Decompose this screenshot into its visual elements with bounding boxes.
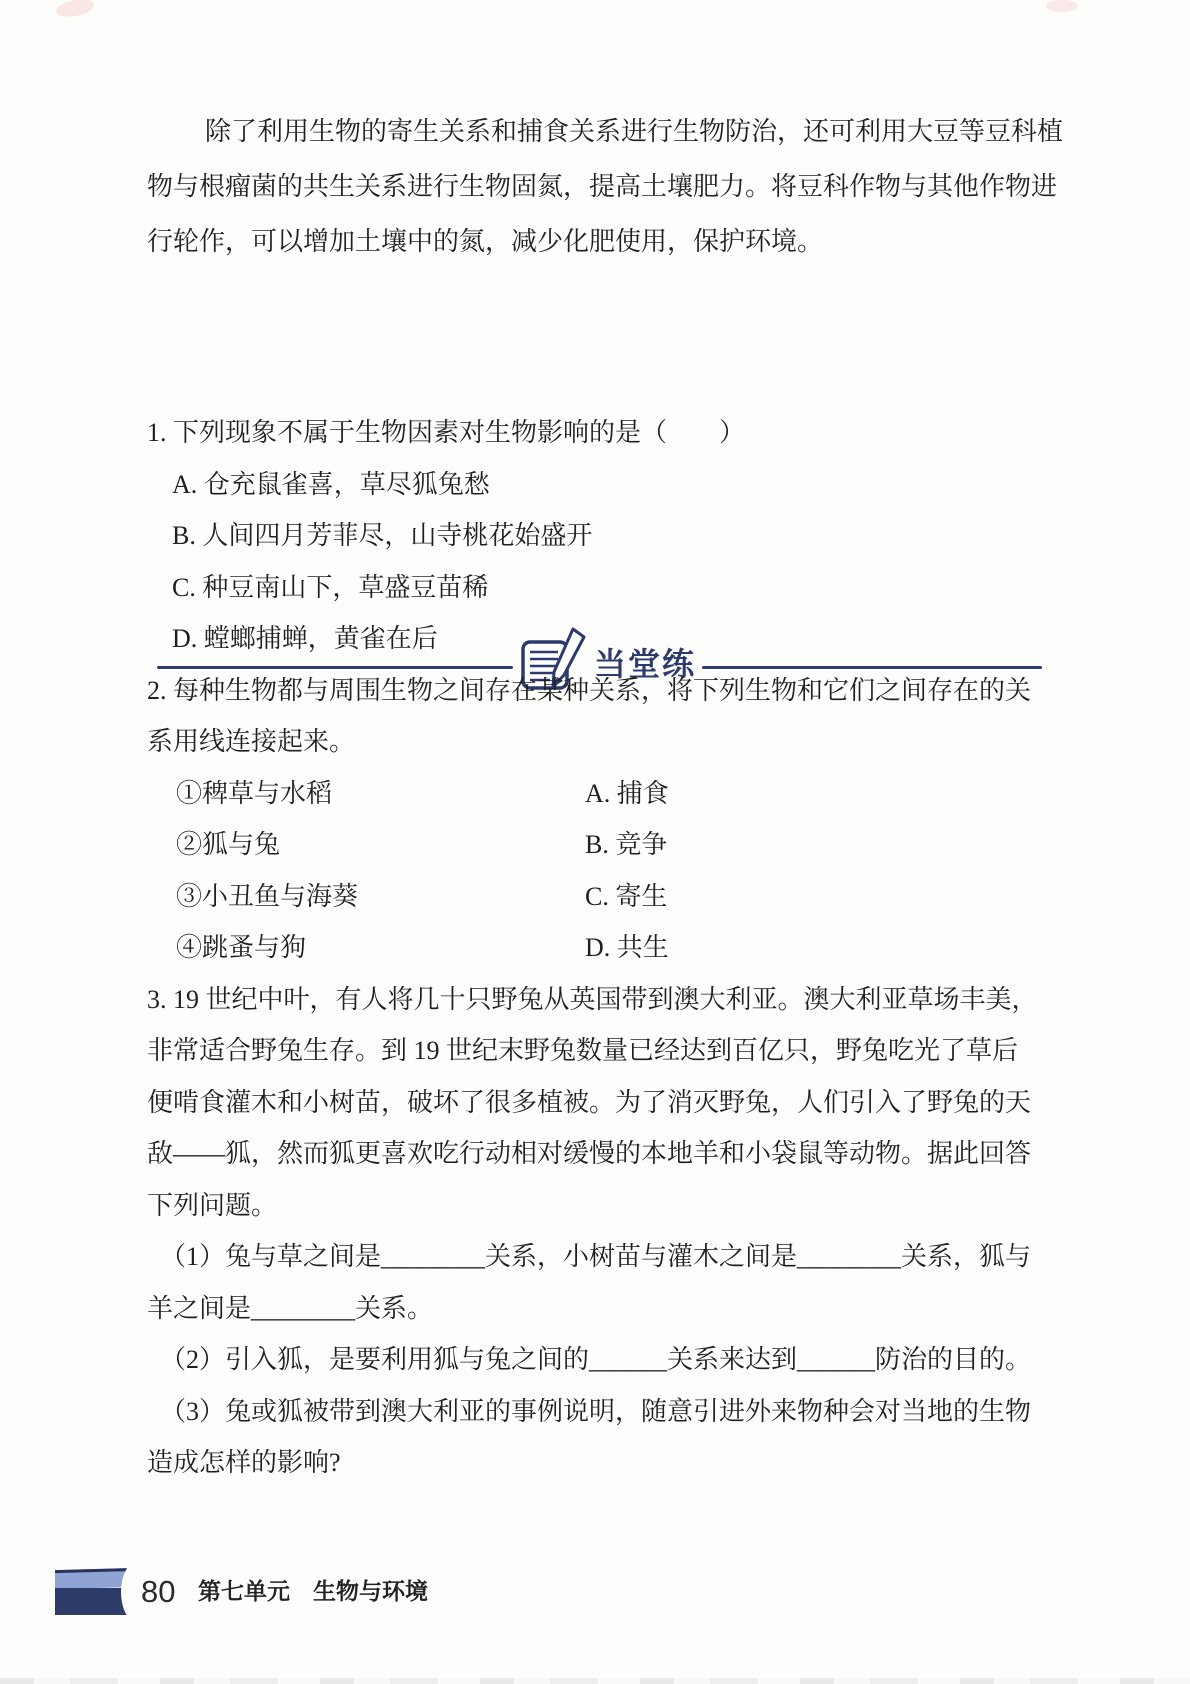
question-3-stem-line-3: 便啃食灌木和小树苗，破坏了很多植被。为了消灭野兔，人们引入了野兔的天 bbox=[147, 1087, 1032, 1117]
question-2-stem-line-1: 2. 每种生物都与周围生物之间存在某种关系，将下列生物和它们之间存在的关 bbox=[147, 675, 1032, 705]
matching-left-item: ①稗草与水稻 bbox=[176, 778, 333, 808]
matching-row bbox=[0, 922, 1190, 974]
question-2-stem-line-2: 系用线连接起来。 bbox=[147, 727, 356, 756]
intro-line: 除了利用生物的寄生关系和捕食关系进行生物防治，还可利用大豆等豆科植 bbox=[205, 117, 1064, 146]
question-1-stem: 1. 下列现象不属于生物因素对生物影响的是（ ） bbox=[147, 418, 746, 447]
question-1-option-a: A. 仓充鼠雀喜，草尽狐兔愁 bbox=[172, 469, 490, 499]
unit-title: 第七单元 生物与环境 bbox=[198, 1579, 428, 1604]
question-3-sub1-line-1: （1）兔与草之间是________关系，小树苗与灌木之间是________关系，狐与 bbox=[160, 1242, 1032, 1271]
questions-block bbox=[0, 407, 1190, 1489]
intro-line: 行轮作，可以增加土壤中的氮，减少化肥使用，保护环境。 bbox=[147, 227, 824, 256]
page-number-ribbon bbox=[55, 1569, 137, 1615]
matching-row bbox=[0, 768, 1190, 820]
question-3-stem-line-5: 下列问题。 bbox=[147, 1190, 278, 1220]
question-1-option-d: D. 螳螂捕蝉，黄雀在后 bbox=[172, 624, 438, 653]
question-3-sub2: （2）引入狐，是要利用狐与兔之间的______关系来达到______防治的目的。 bbox=[160, 1345, 1032, 1374]
page-number: 80 bbox=[141, 1574, 176, 1609]
section-title: 当堂练 bbox=[594, 646, 697, 682]
matching-right-item: B. 竞争 bbox=[585, 830, 668, 859]
question-3-sub3-line-1: （3）兔或狐被带到澳大利亚的事例说明，随意引进外来物种会对当地的生物 bbox=[160, 1396, 1032, 1426]
question-3-stem-line-4: 敌——狐，然而狐更喜欢吃行动相对缓慢的本地羊和小袋鼠等动物。据此回答 bbox=[147, 1139, 1032, 1168]
question-3-sub1-line-2: 羊之间是________关系。 bbox=[147, 1293, 434, 1323]
matching-left-item: ③小丑鱼与海葵 bbox=[176, 881, 359, 911]
question-3-sub3-line-2: 造成怎样的影响? bbox=[147, 1448, 341, 1477]
matching-row bbox=[0, 871, 1190, 923]
question-3-stem-line-1: 3. 19 世纪中叶，有人将几十只野兔从英国带到澳大利亚。澳大利亚草场丰美， bbox=[147, 984, 1038, 1014]
red-pen-mark bbox=[55, 0, 95, 19]
question-1-option-b: B. 人间四月芳菲尽，山寺桃花始盛开 bbox=[172, 521, 593, 550]
red-pen-mark bbox=[1046, 0, 1078, 12]
matching-row bbox=[0, 819, 1190, 871]
matching-right-item: C. 寄生 bbox=[585, 881, 668, 911]
matching-left-item: ④跳蚤与狗 bbox=[176, 933, 307, 962]
matching-left-item: ②狐与兔 bbox=[176, 830, 281, 859]
intro-paragraph bbox=[0, 104, 1190, 269]
intro-line: 物与根瘤菌的共生关系进行生物固氮，提高土壤肥力。将豆科作物与其他作物进 bbox=[147, 172, 1058, 201]
question-3-stem-line-2: 非常适合野兔生存。到 19 世纪末野兔数量已经达到百亿只，野兔吃光了草后 bbox=[147, 1036, 1019, 1065]
question-1-option-c: C. 种豆南山下，草盛豆苗稀 bbox=[172, 572, 489, 602]
matching-right-item: A. 捕食 bbox=[585, 778, 669, 808]
scan-bottom-edge bbox=[0, 1678, 1190, 1684]
matching-right-item: D. 共生 bbox=[585, 933, 669, 962]
